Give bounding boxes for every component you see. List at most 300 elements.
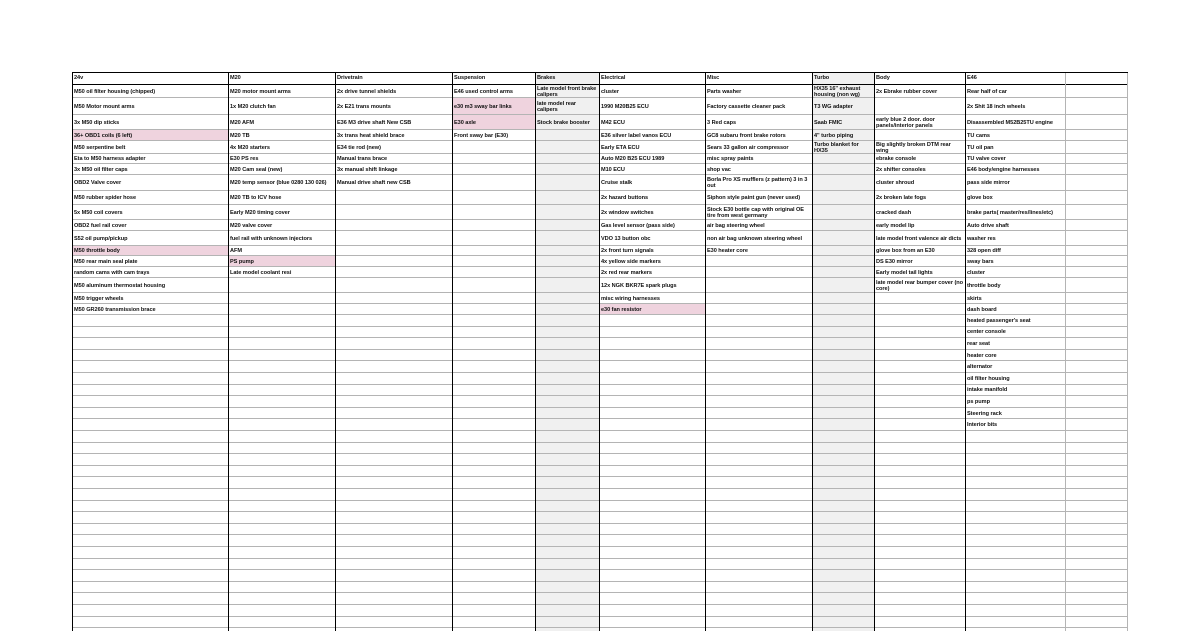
cell-electrical[interactable] <box>599 396 705 408</box>
cell-suspension[interactable] <box>452 524 535 536</box>
cell-brakes[interactable] <box>535 205 599 220</box>
cell-electrical[interactable] <box>599 477 705 489</box>
cell-m20[interactable] <box>228 293 335 304</box>
cell-24v[interactable] <box>72 512 228 524</box>
cell-turbo[interactable] <box>812 98 874 115</box>
cell-drivetrain[interactable] <box>335 164 452 175</box>
cell-extra[interactable] <box>1065 593 1128 605</box>
cell-turbo[interactable] <box>812 454 874 466</box>
cell-suspension[interactable] <box>452 396 535 408</box>
cell-24v[interactable] <box>72 559 228 571</box>
cell-extra[interactable] <box>1065 98 1128 115</box>
cell-suspension[interactable] <box>452 617 535 629</box>
cell-m20[interactable] <box>228 570 335 582</box>
cell-brakes[interactable] <box>535 419 599 431</box>
cell-suspension[interactable] <box>452 164 535 175</box>
cell-turbo[interactable] <box>812 164 874 175</box>
cell-body[interactable] <box>874 361 965 373</box>
cell-suspension[interactable] <box>452 327 535 339</box>
cell-24v[interactable] <box>72 205 228 220</box>
cell-misc[interactable] <box>705 85 812 98</box>
cell-body[interactable] <box>874 293 965 304</box>
cell-body[interactable] <box>874 164 965 175</box>
cell-misc[interactable] <box>705 454 812 466</box>
cell-m20[interactable] <box>228 164 335 175</box>
cell-extra[interactable] <box>1065 477 1128 489</box>
cell-e46[interactable] <box>965 454 1065 466</box>
cell-m20[interactable] <box>228 141 335 154</box>
cell-m20[interactable] <box>228 477 335 489</box>
cell-suspension[interactable] <box>452 304 535 315</box>
cell-drivetrain[interactable] <box>335 466 452 478</box>
cell-turbo[interactable] <box>812 396 874 408</box>
cell-suspension[interactable] <box>452 431 535 443</box>
cell-24v[interactable] <box>72 419 228 431</box>
cell-m20[interactable] <box>228 85 335 98</box>
cell-e46[interactable] <box>965 605 1065 617</box>
cell-electrical[interactable] <box>599 443 705 455</box>
cell-m20[interactable] <box>228 278 335 293</box>
cell-electrical[interactable] <box>599 220 705 231</box>
cell-extra[interactable] <box>1065 175 1128 191</box>
cell-turbo[interactable] <box>812 408 874 420</box>
cell-e46[interactable] <box>965 350 1065 362</box>
cell-extra[interactable] <box>1065 466 1128 478</box>
cell-electrical[interactable] <box>599 175 705 191</box>
cell-misc[interactable] <box>705 512 812 524</box>
cell-24v[interactable] <box>72 361 228 373</box>
cell-e46[interactable] <box>965 547 1065 559</box>
cell-suspension[interactable] <box>452 350 535 362</box>
cell-e46[interactable] <box>965 267 1065 278</box>
cell-24v[interactable] <box>72 443 228 455</box>
cell-m20[interactable] <box>228 220 335 231</box>
cell-e46[interactable] <box>965 98 1065 115</box>
cell-drivetrain[interactable] <box>335 570 452 582</box>
cell-24v[interactable] <box>72 570 228 582</box>
cell-extra[interactable] <box>1065 396 1128 408</box>
cell-suspension[interactable] <box>452 175 535 191</box>
cell-24v[interactable] <box>72 267 228 278</box>
cell-drivetrain[interactable] <box>335 130 452 141</box>
cell-e46[interactable] <box>965 617 1065 629</box>
cell-drivetrain[interactable] <box>335 115 452 130</box>
cell-m20[interactable] <box>228 501 335 513</box>
cell-electrical[interactable] <box>599 582 705 594</box>
cell-extra[interactable] <box>1065 512 1128 524</box>
cell-e46[interactable] <box>965 327 1065 339</box>
cell-24v[interactable] <box>72 477 228 489</box>
cell-brakes[interactable] <box>535 267 599 278</box>
cell-turbo[interactable] <box>812 175 874 191</box>
cell-misc[interactable] <box>705 547 812 559</box>
cell-brakes[interactable] <box>535 130 599 141</box>
cell-e46[interactable] <box>965 293 1065 304</box>
cell-m20[interactable] <box>228 535 335 547</box>
cell-brakes[interactable] <box>535 154 599 164</box>
cell-body[interactable] <box>874 350 965 362</box>
cell-24v[interactable] <box>72 278 228 293</box>
cell-extra[interactable] <box>1065 130 1128 141</box>
cell-suspension[interactable] <box>452 408 535 420</box>
header-cell-electrical[interactable]: Electrical <box>599 73 705 85</box>
cell-drivetrain[interactable] <box>335 315 452 327</box>
cell-body[interactable] <box>874 570 965 582</box>
cell-misc[interactable] <box>705 501 812 513</box>
cell-drivetrain[interactable] <box>335 524 452 536</box>
cell-electrical[interactable] <box>599 141 705 154</box>
cell-brakes[interactable] <box>535 443 599 455</box>
cell-misc[interactable] <box>705 408 812 420</box>
cell-electrical[interactable] <box>599 408 705 420</box>
cell-drivetrain[interactable] <box>335 327 452 339</box>
cell-misc[interactable] <box>705 524 812 536</box>
cell-e46[interactable] <box>965 130 1065 141</box>
cell-misc[interactable] <box>705 315 812 327</box>
cell-turbo[interactable] <box>812 617 874 629</box>
header-cell-brakes[interactable]: Brakes <box>535 73 599 85</box>
cell-brakes[interactable] <box>535 385 599 397</box>
cell-misc[interactable] <box>705 570 812 582</box>
cell-electrical[interactable] <box>599 361 705 373</box>
cell-body[interactable] <box>874 278 965 293</box>
cell-drivetrain[interactable] <box>335 361 452 373</box>
cell-24v[interactable] <box>72 524 228 536</box>
cell-24v[interactable] <box>72 338 228 350</box>
cell-misc[interactable] <box>705 154 812 164</box>
cell-extra[interactable] <box>1065 385 1128 397</box>
cell-e46[interactable] <box>965 582 1065 594</box>
cell-electrical[interactable] <box>599 231 705 246</box>
cell-body[interactable] <box>874 385 965 397</box>
cell-24v[interactable] <box>72 617 228 629</box>
cell-m20[interactable] <box>228 419 335 431</box>
cell-brakes[interactable] <box>535 338 599 350</box>
cell-brakes[interactable] <box>535 559 599 571</box>
cell-e46[interactable] <box>965 535 1065 547</box>
cell-drivetrain[interactable] <box>335 582 452 594</box>
cell-24v[interactable] <box>72 489 228 501</box>
cell-extra[interactable] <box>1065 605 1128 617</box>
cell-turbo[interactable] <box>812 154 874 164</box>
cell-electrical[interactable] <box>599 115 705 130</box>
cell-brakes[interactable] <box>535 293 599 304</box>
cell-drivetrain[interactable] <box>335 489 452 501</box>
cell-suspension[interactable] <box>452 85 535 98</box>
cell-misc[interactable] <box>705 489 812 501</box>
cell-m20[interactable] <box>228 408 335 420</box>
cell-e46[interactable] <box>965 256 1065 267</box>
cell-brakes[interactable] <box>535 489 599 501</box>
cell-electrical[interactable] <box>599 191 705 205</box>
cell-suspension[interactable] <box>452 373 535 385</box>
cell-brakes[interactable] <box>535 350 599 362</box>
cell-24v[interactable] <box>72 141 228 154</box>
cell-drivetrain[interactable] <box>335 408 452 420</box>
cell-turbo[interactable] <box>812 431 874 443</box>
cell-drivetrain[interactable] <box>335 501 452 513</box>
cell-body[interactable] <box>874 512 965 524</box>
cell-misc[interactable] <box>705 293 812 304</box>
cell-drivetrain[interactable] <box>335 278 452 293</box>
cell-m20[interactable] <box>228 246 335 256</box>
cell-electrical[interactable] <box>599 256 705 267</box>
cell-e46[interactable] <box>965 593 1065 605</box>
cell-body[interactable] <box>874 443 965 455</box>
cell-drivetrain[interactable] <box>335 396 452 408</box>
cell-m20[interactable] <box>228 361 335 373</box>
cell-extra[interactable] <box>1065 205 1128 220</box>
cell-suspension[interactable] <box>452 205 535 220</box>
cell-body[interactable] <box>874 408 965 420</box>
cell-brakes[interactable] <box>535 85 599 98</box>
cell-misc[interactable] <box>705 130 812 141</box>
cell-24v[interactable] <box>72 191 228 205</box>
cell-body[interactable] <box>874 373 965 385</box>
cell-suspension[interactable] <box>452 191 535 205</box>
cell-turbo[interactable] <box>812 385 874 397</box>
cell-24v[interactable] <box>72 431 228 443</box>
cell-body[interactable] <box>874 246 965 256</box>
cell-suspension[interactable] <box>452 477 535 489</box>
cell-body[interactable] <box>874 582 965 594</box>
cell-suspension[interactable] <box>452 547 535 559</box>
cell-electrical[interactable] <box>599 373 705 385</box>
cell-turbo[interactable] <box>812 501 874 513</box>
cell-body[interactable] <box>874 396 965 408</box>
cell-turbo[interactable] <box>812 605 874 617</box>
cell-extra[interactable] <box>1065 256 1128 267</box>
cell-body[interactable] <box>874 454 965 466</box>
cell-suspension[interactable] <box>452 489 535 501</box>
cell-e46[interactable] <box>965 154 1065 164</box>
cell-24v[interactable] <box>72 293 228 304</box>
cell-body[interactable] <box>874 338 965 350</box>
cell-turbo[interactable] <box>812 85 874 98</box>
cell-24v[interactable] <box>72 350 228 362</box>
cell-drivetrain[interactable] <box>335 535 452 547</box>
cell-e46[interactable] <box>965 141 1065 154</box>
cell-m20[interactable] <box>228 191 335 205</box>
cell-brakes[interactable] <box>535 408 599 420</box>
cell-body[interactable] <box>874 85 965 98</box>
cell-turbo[interactable] <box>812 256 874 267</box>
cell-drivetrain[interactable] <box>335 605 452 617</box>
cell-turbo[interactable] <box>812 443 874 455</box>
cell-extra[interactable] <box>1065 431 1128 443</box>
cell-electrical[interactable] <box>599 154 705 164</box>
cell-extra[interactable] <box>1065 524 1128 536</box>
cell-extra[interactable] <box>1065 373 1128 385</box>
cell-brakes[interactable] <box>535 582 599 594</box>
cell-body[interactable] <box>874 547 965 559</box>
cell-drivetrain[interactable] <box>335 256 452 267</box>
cell-e46[interactable] <box>965 524 1065 536</box>
cell-extra[interactable] <box>1065 267 1128 278</box>
cell-e46[interactable] <box>965 477 1065 489</box>
cell-body[interactable] <box>874 315 965 327</box>
cell-e46[interactable] <box>965 338 1065 350</box>
cell-misc[interactable] <box>705 535 812 547</box>
cell-e46[interactable] <box>965 443 1065 455</box>
cell-suspension[interactable] <box>452 385 535 397</box>
cell-misc[interactable] <box>705 246 812 256</box>
cell-drivetrain[interactable] <box>335 373 452 385</box>
cell-m20[interactable] <box>228 256 335 267</box>
cell-turbo[interactable] <box>812 535 874 547</box>
cell-e46[interactable] <box>965 315 1065 327</box>
cell-m20[interactable] <box>228 512 335 524</box>
cell-body[interactable] <box>874 535 965 547</box>
cell-electrical[interactable] <box>599 419 705 431</box>
cell-m20[interactable] <box>228 154 335 164</box>
cell-turbo[interactable] <box>812 130 874 141</box>
cell-electrical[interactable] <box>599 164 705 175</box>
cell-turbo[interactable] <box>812 267 874 278</box>
cell-24v[interactable] <box>72 85 228 98</box>
cell-turbo[interactable] <box>812 512 874 524</box>
cell-brakes[interactable] <box>535 466 599 478</box>
cell-drivetrain[interactable] <box>335 205 452 220</box>
cell-body[interactable] <box>874 593 965 605</box>
cell-brakes[interactable] <box>535 141 599 154</box>
cell-suspension[interactable] <box>452 231 535 246</box>
cell-body[interactable] <box>874 141 965 154</box>
cell-electrical[interactable] <box>599 535 705 547</box>
cell-turbo[interactable] <box>812 304 874 315</box>
cell-extra[interactable] <box>1065 547 1128 559</box>
cell-extra[interactable] <box>1065 327 1128 339</box>
cell-24v[interactable] <box>72 256 228 267</box>
cell-brakes[interactable] <box>535 231 599 246</box>
cell-electrical[interactable] <box>599 617 705 629</box>
cell-turbo[interactable] <box>812 547 874 559</box>
cell-24v[interactable] <box>72 408 228 420</box>
cell-misc[interactable] <box>705 477 812 489</box>
cell-brakes[interactable] <box>535 535 599 547</box>
cell-suspension[interactable] <box>452 315 535 327</box>
cell-electrical[interactable] <box>599 524 705 536</box>
cell-drivetrain[interactable] <box>335 293 452 304</box>
cell-suspension[interactable] <box>452 454 535 466</box>
cell-drivetrain[interactable] <box>335 419 452 431</box>
cell-misc[interactable] <box>705 327 812 339</box>
cell-electrical[interactable] <box>599 246 705 256</box>
cell-m20[interactable] <box>228 98 335 115</box>
cell-extra[interactable] <box>1065 419 1128 431</box>
cell-body[interactable] <box>874 220 965 231</box>
cell-turbo[interactable] <box>812 141 874 154</box>
cell-body[interactable] <box>874 304 965 315</box>
cell-24v[interactable] <box>72 164 228 175</box>
cell-m20[interactable] <box>228 267 335 278</box>
cell-drivetrain[interactable] <box>335 191 452 205</box>
cell-turbo[interactable] <box>812 593 874 605</box>
cell-brakes[interactable] <box>535 327 599 339</box>
cell-24v[interactable] <box>72 582 228 594</box>
cell-extra[interactable] <box>1065 617 1128 629</box>
cell-24v[interactable] <box>72 396 228 408</box>
cell-extra[interactable] <box>1065 315 1128 327</box>
cell-misc[interactable] <box>705 338 812 350</box>
cell-misc[interactable] <box>705 98 812 115</box>
cell-extra[interactable] <box>1065 154 1128 164</box>
cell-brakes[interactable] <box>535 593 599 605</box>
cell-e46[interactable] <box>965 408 1065 420</box>
cell-drivetrain[interactable] <box>335 231 452 246</box>
cell-m20[interactable] <box>228 373 335 385</box>
cell-e46[interactable] <box>965 431 1065 443</box>
cell-suspension[interactable] <box>452 512 535 524</box>
cell-body[interactable] <box>874 489 965 501</box>
cell-24v[interactable] <box>72 385 228 397</box>
cell-24v[interactable] <box>72 115 228 130</box>
cell-misc[interactable] <box>705 593 812 605</box>
cell-m20[interactable] <box>228 385 335 397</box>
cell-body[interactable] <box>874 115 965 130</box>
cell-suspension[interactable] <box>452 361 535 373</box>
cell-drivetrain[interactable] <box>335 246 452 256</box>
cell-misc[interactable] <box>705 191 812 205</box>
cell-misc[interactable] <box>705 278 812 293</box>
cell-drivetrain[interactable] <box>335 617 452 629</box>
cell-extra[interactable] <box>1065 191 1128 205</box>
cell-suspension[interactable] <box>452 141 535 154</box>
cell-electrical[interactable] <box>599 278 705 293</box>
cell-misc[interactable] <box>705 431 812 443</box>
cell-brakes[interactable] <box>535 547 599 559</box>
cell-24v[interactable] <box>72 315 228 327</box>
cell-drivetrain[interactable] <box>335 350 452 362</box>
cell-brakes[interactable] <box>535 256 599 267</box>
cell-drivetrain[interactable] <box>335 477 452 489</box>
cell-electrical[interactable] <box>599 489 705 501</box>
cell-extra[interactable] <box>1065 246 1128 256</box>
cell-misc[interactable] <box>705 605 812 617</box>
cell-suspension[interactable] <box>452 605 535 617</box>
cell-24v[interactable] <box>72 454 228 466</box>
cell-body[interactable] <box>874 205 965 220</box>
cell-e46[interactable] <box>965 396 1065 408</box>
cell-electrical[interactable] <box>599 385 705 397</box>
cell-suspension[interactable] <box>452 278 535 293</box>
cell-misc[interactable] <box>705 350 812 362</box>
cell-brakes[interactable] <box>535 524 599 536</box>
header-cell-m20[interactable]: M20 <box>228 73 335 85</box>
cell-suspension[interactable] <box>452 98 535 115</box>
cell-e46[interactable] <box>965 501 1065 513</box>
cell-body[interactable] <box>874 419 965 431</box>
header-cell-body[interactable]: Body <box>874 73 965 85</box>
cell-electrical[interactable] <box>599 350 705 362</box>
cell-drivetrain[interactable] <box>335 454 452 466</box>
cell-electrical[interactable] <box>599 512 705 524</box>
cell-misc[interactable] <box>705 256 812 267</box>
cell-e46[interactable] <box>965 304 1065 315</box>
cell-turbo[interactable] <box>812 477 874 489</box>
cell-brakes[interactable] <box>535 304 599 315</box>
cell-electrical[interactable] <box>599 338 705 350</box>
cell-turbo[interactable] <box>812 231 874 246</box>
cell-brakes[interactable] <box>535 246 599 256</box>
cell-m20[interactable] <box>228 338 335 350</box>
cell-e46[interactable] <box>965 115 1065 130</box>
cell-suspension[interactable] <box>452 535 535 547</box>
cell-turbo[interactable] <box>812 246 874 256</box>
cell-brakes[interactable] <box>535 454 599 466</box>
cell-extra[interactable] <box>1065 489 1128 501</box>
cell-electrical[interactable] <box>599 547 705 559</box>
